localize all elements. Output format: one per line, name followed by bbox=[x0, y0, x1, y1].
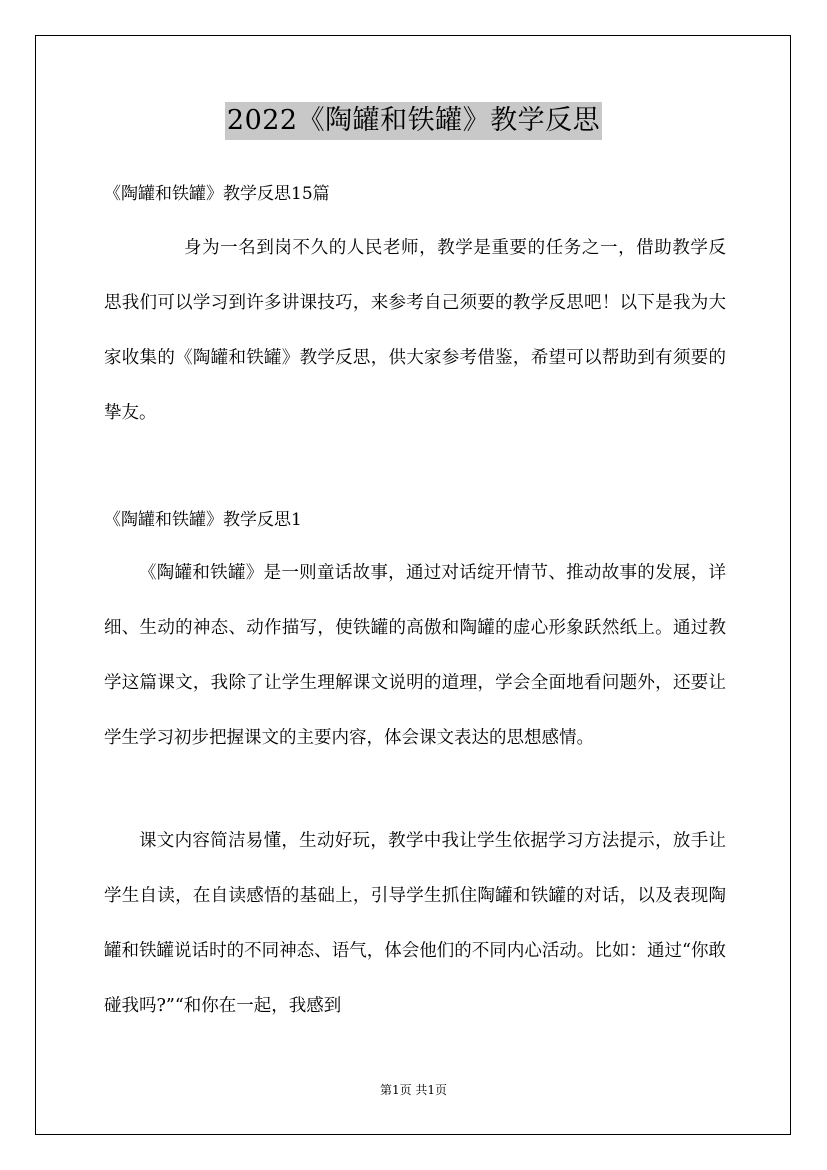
section-heading: 《陶罐和铁罐》教学反思1 bbox=[104, 510, 302, 530]
intro-paragraph: 身为一名到岗不久的人民老师，教学是重要的任务之一，借助教学反思我们可以学习到许多讲课技巧，来参考自己须要的教学反思吧！以下是我为大家收集的《陶罐和铁罐》教学反思，供大家参考借鉴，希望可以帮助到有须要的挚友。 bbox=[104, 238, 726, 423]
body-paragraph-2: 课文内容简洁易懂，生动好玩，教学中我让学生依据学习方法提示，放手让学生自读，在自读感悟的基础上，引导学生抓住陶罐和铁罐的对话，以及表现陶罐和铁罐说话时的不同神态、语气，体会他们的不同内心活动。比如：通过“你敢碰我吗?”“和你在一起，我感到 bbox=[104, 831, 726, 1016]
title-container bbox=[0, 102, 827, 140]
body-paragraph-1: 《陶罐和铁罐》是一则童话故事，通过对话绽开情节、推动故事的发展，详细、生动的神态、动作描写，使铁罐的高傲和陶罐的虚心形象跃然纸上。通过教学这篇课文，我除了让学生理解课文说明的道理，学会全面地看问题外，还要让学生学习初步把握课文的主要内容，体会课文表达的思想感情。 bbox=[104, 563, 726, 748]
document-title: 2022《陶罐和铁罐》教学反思 bbox=[225, 102, 602, 140]
document-subtitle: 《陶罐和铁罐》教学反思15篇 bbox=[104, 184, 330, 204]
page-footer: 第1页 共1页 bbox=[379, 1083, 448, 1097]
